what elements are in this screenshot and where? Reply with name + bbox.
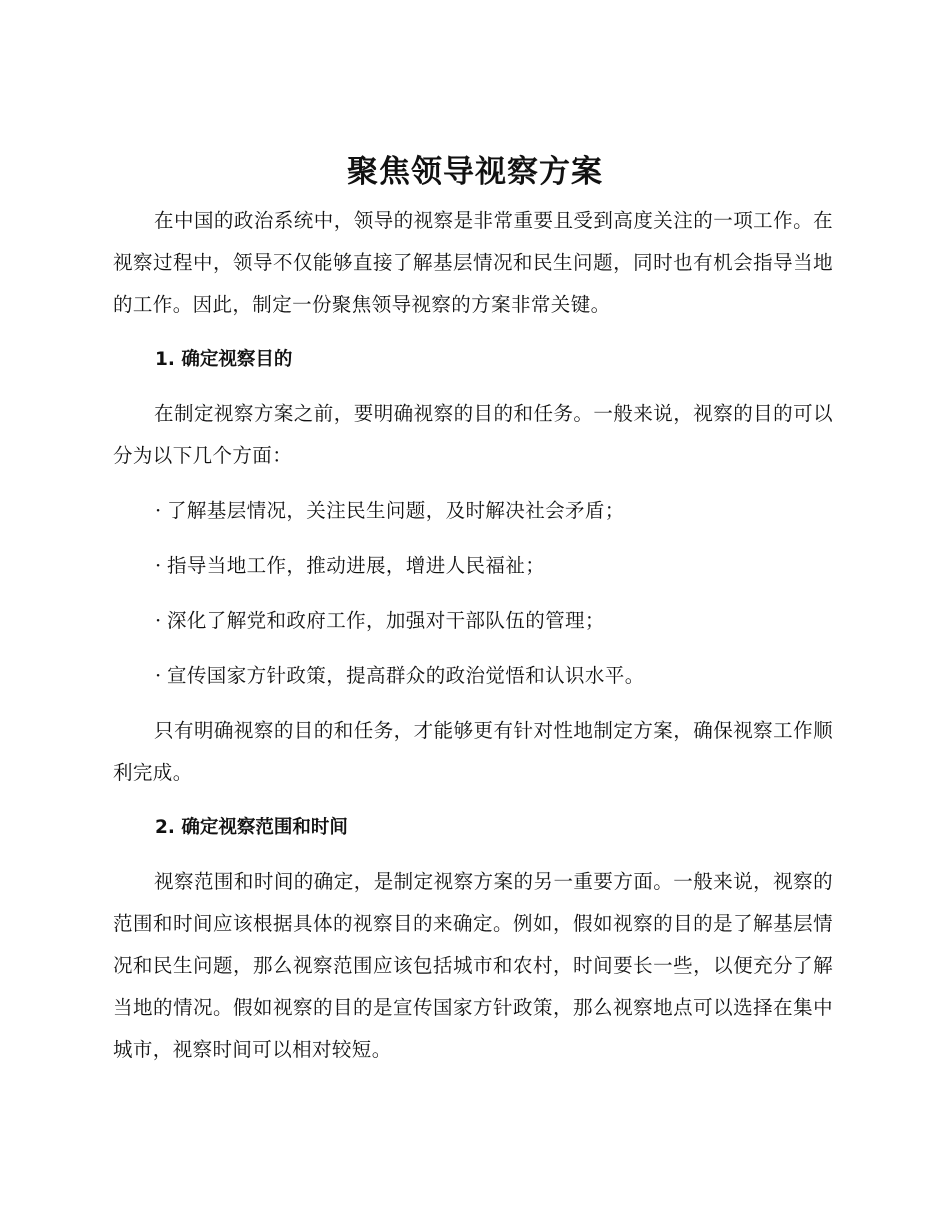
bullet-marker: · bbox=[155, 554, 162, 577]
bullet-text: 指导当地工作，推动进展，增进人民福祉； bbox=[167, 554, 546, 577]
bullet-marker: · bbox=[155, 609, 162, 632]
section-1-paragraph-2: 只有明确视察的目的和任务，才能够更有针对性地制定方案，确保视察工作顺利完成。 bbox=[113, 719, 833, 784]
bullet-item bbox=[155, 606, 835, 636]
intro-paragraph: 在中国的政治系统中，领导的视察是非常重要且受到高度关注的一项工作。在视察过程中，领导不仅能够直接了解基层情况和民生问题，同时也有机会指导当地的工作。因此，制定一份聚焦领导视察的方案非常关键。 bbox=[113, 209, 833, 316]
bullet-marker: · bbox=[155, 499, 162, 522]
section-2-heading: 2. 确定视察范围和时间 bbox=[155, 817, 348, 838]
bullet-text: 了解基层情况，关注民生问题，及时解决社会矛盾； bbox=[167, 499, 625, 522]
section-1-heading: 1. 确定视察目的 bbox=[155, 349, 293, 370]
document-title: 聚焦领导视察方案 bbox=[347, 154, 603, 190]
bullet-item bbox=[155, 551, 835, 581]
bullet-marker: · bbox=[155, 664, 162, 687]
bullet-item bbox=[155, 496, 835, 526]
bullet-text: 宣传国家方针政策，提高群众的政治觉悟和认识水平。 bbox=[167, 664, 645, 687]
section-1-paragraph-1: 在制定视察方案之前，要明确视察的目的和任务。一般来说，视察的目的可以分为以下几个方面： bbox=[113, 402, 833, 467]
bullet-item bbox=[155, 661, 835, 691]
bullet-text: 深化了解党和政府工作，加强对干部队伍的管理； bbox=[167, 609, 605, 632]
section-2-paragraph-1: 视察范围和时间的确定，是制定视察方案的另一重要方面。一般来说，视察的范围和时间应该根据具体的视察目的来确定。例如，假如视察的目的是了解基层情况和民生问题，那么视察范围应该包括城市和农村，时间要长一些，以便充分了解当地的情况。假如视察的目的是宣传国家方针政策，那么视察地点可以选择在集中城市，视察时间可以相对较短。 bbox=[113, 870, 833, 1061]
